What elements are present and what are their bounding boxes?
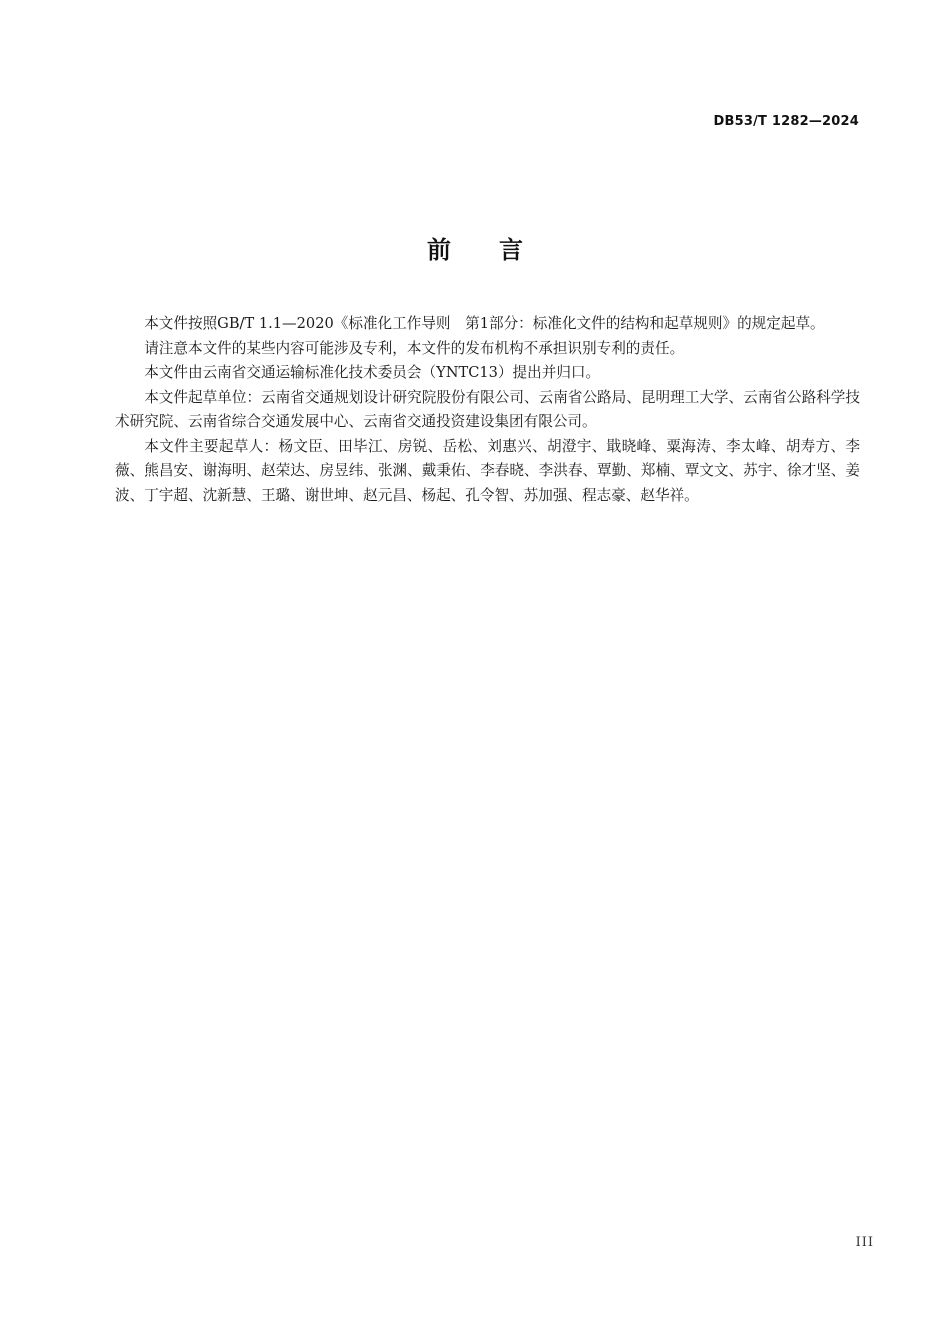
paragraph-drafters: 本文件主要起草人：杨文臣、田毕江、房锐、岳松、刘惠兴、胡澄宇、戢晓峰、粟海涛、李太峰、胡寿方、李薇、熊昌安、谢海明、赵荣达、房昱纬、张渊、戴秉佑、李春晓、李洪春、覃勤、郑楠、覃文文、苏宇、徐才坚、姜波、丁宇超、沈新慧、王璐、谢世坤、赵元昌、杨起、孔令智、苏加强、程志豪、赵华祥。 <box>115 437 860 504</box>
title-char-2: 言 <box>499 236 523 264</box>
title-char-1: 前 <box>427 236 451 264</box>
paragraph-drafting-rules: 本文件按照GB/T 1.1—2020《标准化工作导则 第1部分：标准化文件的结构和起草规则》的规定起草。 <box>144 315 825 332</box>
page-number: III <box>855 1235 874 1250</box>
paragraph-patent-notice: 请注意本文件的某些内容可能涉及专利，本文件的发布机构不承担识别专利的责任。 <box>144 339 685 357</box>
paragraph-drafting-units: 本文件起草单位：云南省交通规划设计研究院股份有限公司、云南省公路局、昆明理工大学、云南省公路科学技术研究院、云南省综合交通发展中心、云南省交通投资建设集团有限公司。 <box>115 388 860 430</box>
paragraph-proposer: 本文件由云南省交通运输标准化技术委员会（YNTC13）提出并归口。 <box>144 364 601 381</box>
foreword-body <box>115 312 860 508</box>
document-code: DB53/T 1282—2024 <box>713 114 859 129</box>
page-title <box>0 232 950 268</box>
